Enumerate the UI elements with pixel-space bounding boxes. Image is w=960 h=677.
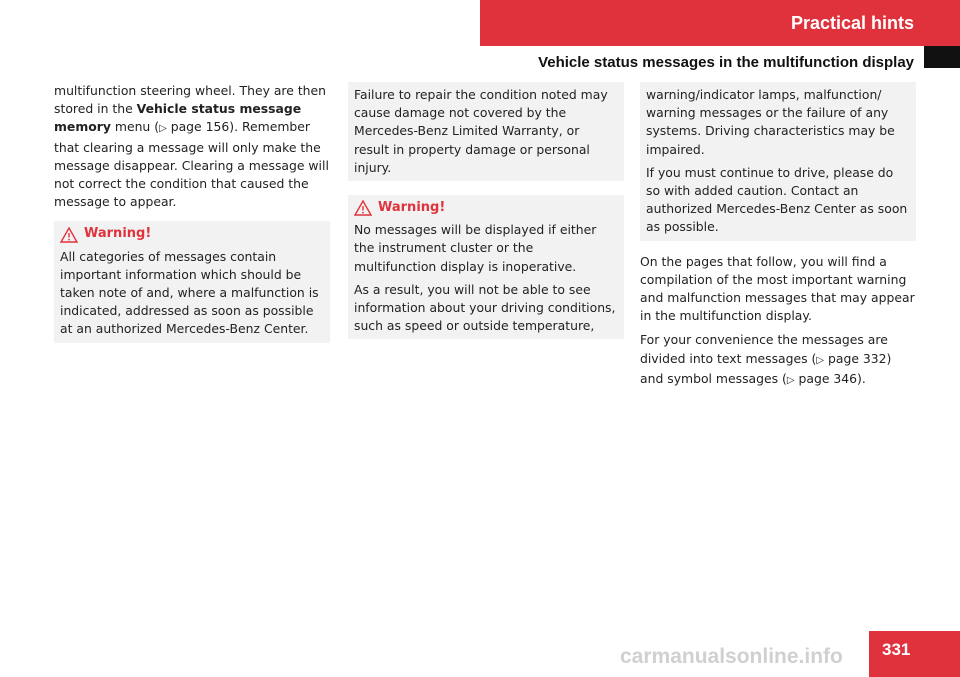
- section-title: Vehicle status messages in the multifunction display: [538, 54, 914, 71]
- page-ref-arrow-icon: ▷: [159, 123, 167, 135]
- intro-paragraph: multifunction steering wheel. They are then stored in the Vehicle status message memory menu (▷ page 156). Remember that clearing a message will only make the message disappear. Clearing a message will not correct the condition that caused the message to appear.: [54, 83, 329, 210]
- warning-triangle-icon: [354, 200, 372, 216]
- page-ref-arrow-icon: ▷: [816, 354, 825, 366]
- notice-box: [348, 82, 624, 181]
- page-number: 331: [882, 640, 911, 659]
- warning-text-1: No messages will be displayed if either the instrument cluster or the multifunction display is inoperative.: [354, 222, 597, 274]
- warning-text: All categories of messages contain important information which should be taken note of and, where a malfunction is indicated, addressed as soon as possible at an authorized Mercedes-Benz Center.: [60, 248, 319, 337]
- warning-triangle-icon: [60, 227, 78, 243]
- page-ref-link: page 332) and symbol messages (: [640, 350, 892, 386]
- page-number-tab: [869, 631, 960, 677]
- categories-paragraph: For your convenience the messages are divided into text messages (▷ page 332) and symbol messages (▷ page 346).: [640, 332, 892, 386]
- warning-continued-text: warning/indicator lamps, malfunction/ warning messages or the failure of any systems. Driving characteristics may be impaired.: [646, 87, 895, 157]
- warning-text-2: As a result, you will not be able to see information about your driving conditions, such as speed or outside temperature,: [354, 281, 616, 334]
- warning-box-continued: [640, 82, 916, 241]
- warning-title: Warning!: [378, 200, 446, 216]
- column-2: [348, 82, 624, 339]
- warning-box: [348, 195, 624, 339]
- chapter-tab: [480, 0, 960, 46]
- warning-heading: [354, 199, 618, 217]
- watermark: carmanualsonline.info: [620, 645, 843, 668]
- menu-name: Vehicle status message memory: [54, 101, 302, 135]
- chapter-title: Practical hints: [790, 13, 914, 33]
- warning-heading: [60, 225, 324, 243]
- overview-paragraph: On the pages that follow, you will find a compilation of the most important warning and malfunction messages that may appear in the multifunction display.: [640, 253, 915, 324]
- page-ref-link: page 156). Remember that clearing a message will only make the message disappear. Clearing a message will not correct the condition that caused the message to appear.: [54, 119, 329, 210]
- warning-advice-text: If you must continue to drive, please do so with added caution. Contact an authorized Mercedes-Benz Center as soon as possible.: [646, 164, 908, 235]
- column-1: [54, 82, 330, 343]
- notice-text: Failure to repair the condition noted may cause damage not covered by the Mercedes-Benz Limited Warranty, or result in property damage or personal injury.: [354, 87, 608, 175]
- warning-box: [54, 221, 330, 342]
- corner-marker: [924, 46, 960, 68]
- page-ref-arrow-icon: ▷: [786, 374, 795, 386]
- column-3: [640, 82, 916, 396]
- warning-title: Warning!: [84, 226, 152, 242]
- page-ref-link: page 346).: [794, 370, 866, 386]
